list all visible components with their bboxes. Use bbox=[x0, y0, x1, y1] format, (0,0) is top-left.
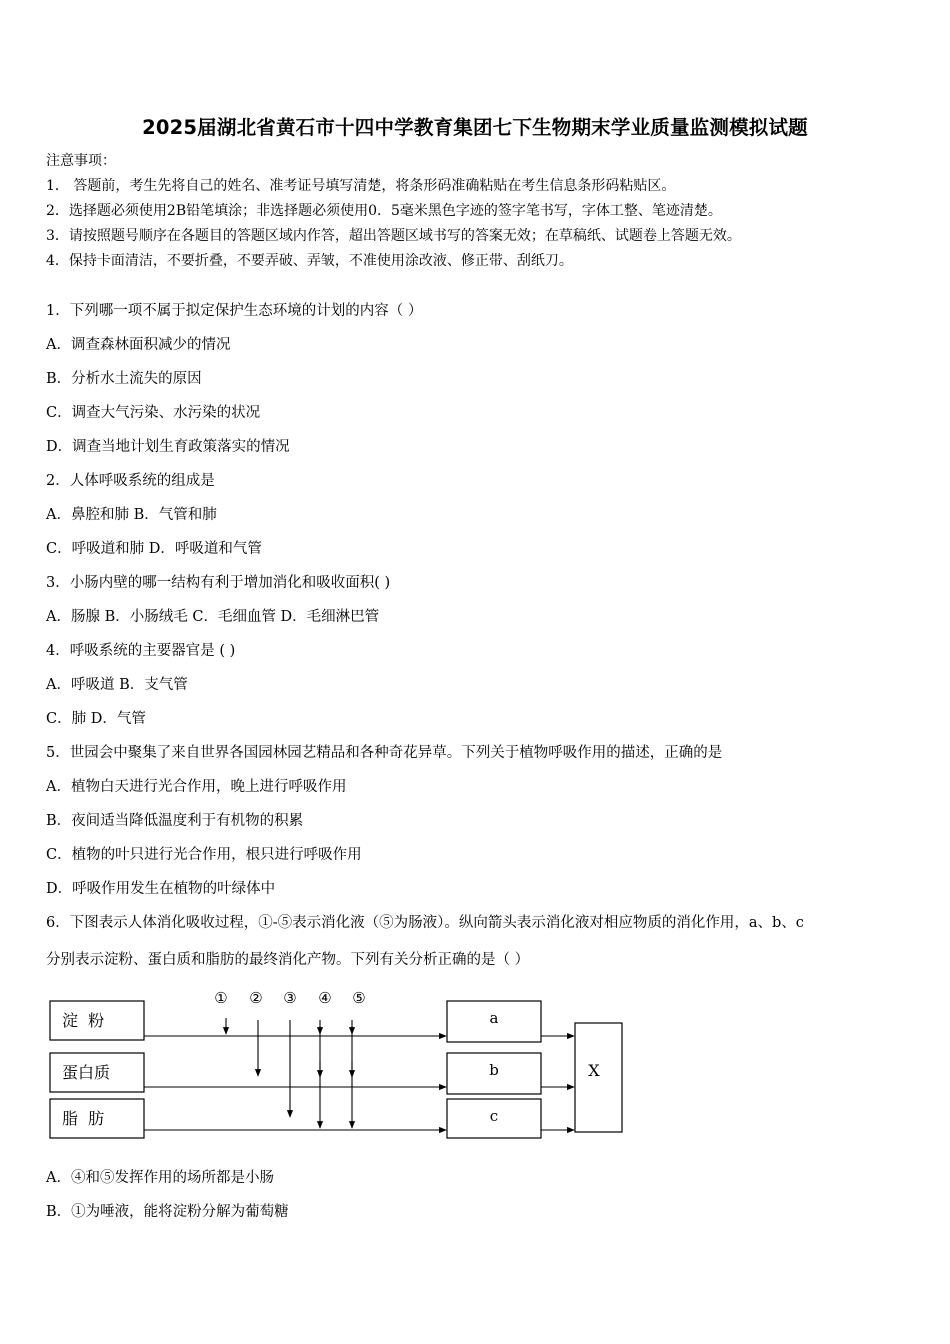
question-4-stem: 4．呼吸系统的主要器官是 ( ) bbox=[46, 643, 236, 659]
digestive-fluid-label-3: ③ bbox=[283, 989, 297, 1007]
question-1-option-b: B．分析水土流失的原因 bbox=[46, 371, 202, 387]
question-4-options-ab: A．呼吸道 B．支气管 bbox=[46, 677, 188, 693]
note-item: 4．保持卡面清洁，不要折叠，不要弄破、弄皱，不准使用涂改液、修正带、刮纸刀。 bbox=[46, 253, 573, 269]
question-5-option-d: D．呼吸作用发生在植物的叶绿体中 bbox=[46, 881, 276, 897]
product-label-c: c bbox=[489, 1107, 499, 1125]
digestive-fluid-label-4: ④ bbox=[318, 989, 332, 1007]
product-label-a: a bbox=[489, 1009, 499, 1027]
question-5-option-a: A．植物白天进行光合作用，晚上进行呼吸作用 bbox=[46, 779, 347, 795]
substance-label-fat: 脂 肪 bbox=[62, 1109, 105, 1128]
question-2-options-ab: A．鼻腔和肺 B．气管和肺 bbox=[46, 507, 217, 523]
question-1-option-a: A．调查森林面积减少的情况 bbox=[46, 337, 231, 353]
result-label-x: X bbox=[588, 1061, 600, 1080]
page-title: 2025届湖北省黄石市十四中学教育集团七下生物期末学业质量监测模拟试题 bbox=[142, 116, 808, 139]
question-5-stem: 5．世园会中聚集了来自世界各国园林园艺精品和各种奇花异草。下列关于植物呼吸作用的描述，正确的是 bbox=[46, 745, 723, 761]
question-3-options: A．肠腺 B．小肠绒毛 C．毛细血管 D．毛细淋巴管 bbox=[46, 609, 380, 625]
question-5-option-b: B．夜间适当降低温度利于有机物的积累 bbox=[46, 813, 304, 829]
notes-heading: 注意事项： bbox=[46, 153, 116, 169]
question-3-stem: 3．小肠内壁的哪一结构有利于增加消化和吸收面积( ) bbox=[46, 575, 391, 591]
question-6-stem-line1: 6．下图表示人体消化吸收过程，①-⑤表示消化液（⑤为肠液）。纵向箭头表示消化液对相应物质的消化作用，a、b、c bbox=[46, 915, 804, 931]
digestive-fluid-label-2: ② bbox=[249, 989, 263, 1007]
question-5-option-c: C．植物的叶只进行光合作用，根只进行呼吸作用 bbox=[46, 847, 362, 863]
product-label-b: b bbox=[489, 1061, 499, 1079]
question-2-options-cd: C．呼吸道和肺 D．呼吸道和气管 bbox=[46, 541, 262, 557]
question-1-option-d: D．调查当地计划生育政策落实的情况 bbox=[46, 439, 290, 455]
question-6-option-a: A．④和⑤发挥作用的场所都是小肠 bbox=[46, 1170, 274, 1186]
note-item: 2．选择题必须使用2B铅笔填涂；非选择题必须使用0．5毫米黑色字迹的签字笔书写，字体工整、笔迹清楚。 bbox=[46, 203, 722, 219]
note-item: 3．请按照题号顺序在各题目的答题区域内作答，超出答题区域书写的答案无效；在草稿纸、试题卷上答题无效。 bbox=[46, 228, 741, 244]
question-6-option-b: B．①为唾液，能将淀粉分解为葡萄糖 bbox=[46, 1204, 289, 1220]
question-4-options-cd: C．肺 D．气管 bbox=[46, 711, 146, 727]
digestive-fluid-label-1: ① bbox=[214, 989, 228, 1007]
question-2-stem: 2．人体呼吸系统的组成是 bbox=[46, 473, 215, 489]
substance-label-protein: 蛋白质 bbox=[62, 1063, 111, 1082]
question-6-stem-line2: 分别表示淀粉、蛋白质和脂肪的最终消化产物。下列有关分析正确的是（ ） bbox=[46, 952, 530, 968]
note-item: 1． 答题前，考生先将自己的姓名、准考证号填写清楚，将条形码准确粘贴在考生信息条形码粘贴区。 bbox=[46, 178, 676, 194]
question-1-option-c: C．调查大气污染、水污染的状况 bbox=[46, 405, 261, 421]
substance-label-starch: 淀 粉 bbox=[62, 1011, 105, 1030]
digestive-fluid-label-5: ⑤ bbox=[352, 989, 366, 1007]
question-1-stem: 1．下列哪一项不属于拟定保护生态环境的计划的内容（ ） bbox=[46, 303, 423, 319]
